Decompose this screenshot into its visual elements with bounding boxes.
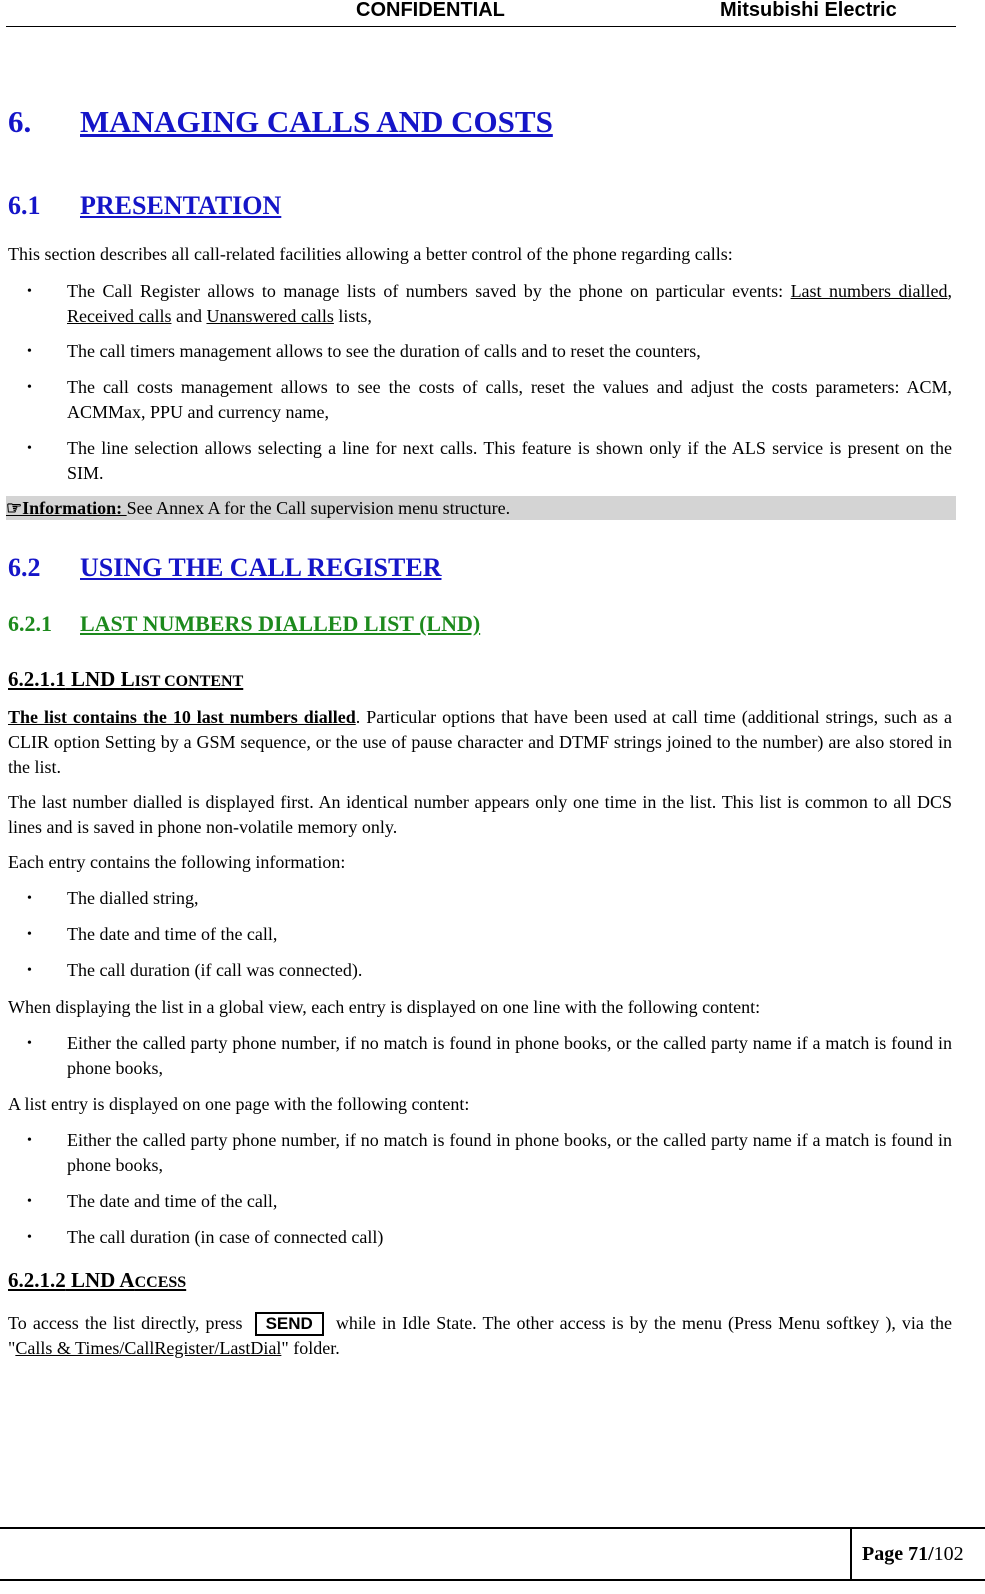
bullet-icon: •	[27, 441, 32, 456]
information-note	[6, 496, 956, 520]
bullet-icon: •	[27, 1036, 32, 1051]
list-item-text: The date and time of the call,	[67, 924, 278, 944]
list-item: • The Call Register allows to manage lists of numbers saved by the phone on particular events: Last numbers dialled, Received calls and Unanswered calls lists,	[27, 281, 952, 326]
paragraph: A list entry is displayed on one page with the following content:	[8, 1094, 470, 1114]
list-item	[8, 1128, 952, 1178]
section-heading-6-1	[8, 191, 281, 221]
list-item-text: Either the called party phone number, if no match is found in phone books, or the called party name if a match is found in phone books,	[67, 1130, 952, 1175]
section-number: 6.2	[8, 553, 41, 582]
list-item-text: Either the called party phone number, if no match is found in phone books, or the called party name if a match is found in phone books,	[67, 1033, 952, 1078]
paragraph: To access the list directly, press SEND while in Idle State. The other access is by the menu (Press Menu softkey ), via the "Calls & Times/CallRegister/LastDial" folder.	[8, 1313, 952, 1358]
chapter-number: 6.	[8, 104, 32, 139]
information-label: ☞Information:	[6, 498, 127, 518]
list-item-text: The dialled string,	[67, 888, 199, 908]
list-item-text: The call timers management allows to see the duration of calls and to reset the counters,	[67, 341, 701, 361]
bullet-icon: •	[27, 927, 32, 942]
list-item	[8, 886, 952, 911]
list-item-text: The line selection allows selecting a line for next calls. This feature is shown only if the ALS service is present on the SIM.	[67, 438, 952, 483]
list-item	[8, 958, 952, 983]
send-key: SEND	[255, 1312, 324, 1336]
bullet-icon: •	[27, 963, 32, 978]
list-item	[8, 1189, 952, 1214]
list-item	[8, 339, 952, 364]
list-item	[8, 922, 952, 947]
paragraph: Each entry contains the following information:	[8, 852, 346, 872]
list-item	[8, 1031, 952, 1081]
list-item	[8, 436, 952, 486]
bullet-icon: •	[27, 1133, 32, 1148]
page-header	[6, 0, 956, 27]
link-unanswered-calls[interactable]: Unanswered calls	[206, 306, 334, 326]
section-title: USING THE CALL REGISTER	[80, 553, 442, 582]
bullet-icon: •	[27, 891, 32, 906]
subsection-heading-6-2-1	[8, 611, 480, 637]
list-item	[8, 375, 952, 425]
subsubsection-heading-6-2-1-2: 6.2.1.2 LND ACCESS	[8, 1268, 187, 1292]
list-item-text: The date and time of the call,	[67, 1191, 278, 1211]
menu-path-link[interactable]: Calls & Times/CallRegister/LastDial	[15, 1338, 282, 1358]
subsection-number: 6.2.1	[8, 611, 52, 636]
list-item-text: The Call Register allows to manage lists of numbers saved by the phone on particular events:	[67, 281, 791, 301]
paragraph: The list contains the 10 last numbers dialled. Particular options that have been used at call time (additional strings, such as a CLIR option Setting by a GSM sequence, or the use of pause character and DTMF strings joined to the number) are also stored in the list.	[8, 707, 952, 777]
list-item-text: The call duration (if call was connected).	[67, 960, 363, 980]
list-item-text: The call duration (in case of connected call)	[67, 1227, 384, 1247]
section-heading-6-2	[8, 553, 441, 583]
emphasis-text: The list contains the 10 last numbers dialled	[8, 707, 356, 727]
subsubsection-number: 6.2.1.1	[8, 667, 66, 691]
link-received-calls[interactable]: Received calls	[67, 306, 172, 326]
subsubsection-number: 6.2.1.2	[8, 1268, 66, 1292]
footer-divider	[850, 1529, 852, 1579]
section-title: PRESENTATION	[80, 191, 282, 220]
paragraph: When displaying the list in a global view, each entry is displayed on one line with the following content:	[8, 997, 761, 1017]
subsubsection-heading-6-2-1-1: 6.2.1.1 LND LIST CONTENT	[8, 667, 244, 691]
chapter-heading	[8, 104, 553, 140]
subsection-title: LAST NUMBERS DIALLED LIST (LND)	[80, 611, 481, 636]
paragraph: The last number dialled is displayed first. An identical number appears only one time in the list. This list is common to all DCS lines and is saved in phone non-volatile memory only.	[8, 792, 952, 837]
bullet-icon: •	[27, 380, 32, 395]
list-item-text: The call costs management allows to see the costs of calls, reset the values and adjust the costs parameters: ACM, ACMMax, PPU and currency name,	[67, 377, 952, 422]
bullet-icon: •	[27, 344, 32, 359]
page-number: Page 71/102	[862, 1543, 964, 1565]
confidential-label: CONFIDENTIAL	[356, 0, 505, 21]
list-item	[8, 1225, 952, 1250]
section-number: 6.1	[8, 191, 41, 220]
page-footer	[0, 1527, 985, 1581]
bullet-icon: •	[27, 1230, 32, 1245]
bullet-icon: •	[27, 1194, 32, 1209]
company-name: Mitsubishi Electric	[720, 0, 897, 21]
link-last-numbers-dialled[interactable]: Last numbers dialled	[790, 281, 948, 301]
paragraph: This section describes all call-related facilities allowing a better control of the phone regarding calls:	[8, 244, 733, 264]
chapter-title: MANAGING CALLS AND COSTS	[80, 104, 553, 139]
bullet-icon: •	[27, 284, 32, 299]
information-text: See Annex A for the Call supervision menu structure.	[126, 498, 511, 518]
